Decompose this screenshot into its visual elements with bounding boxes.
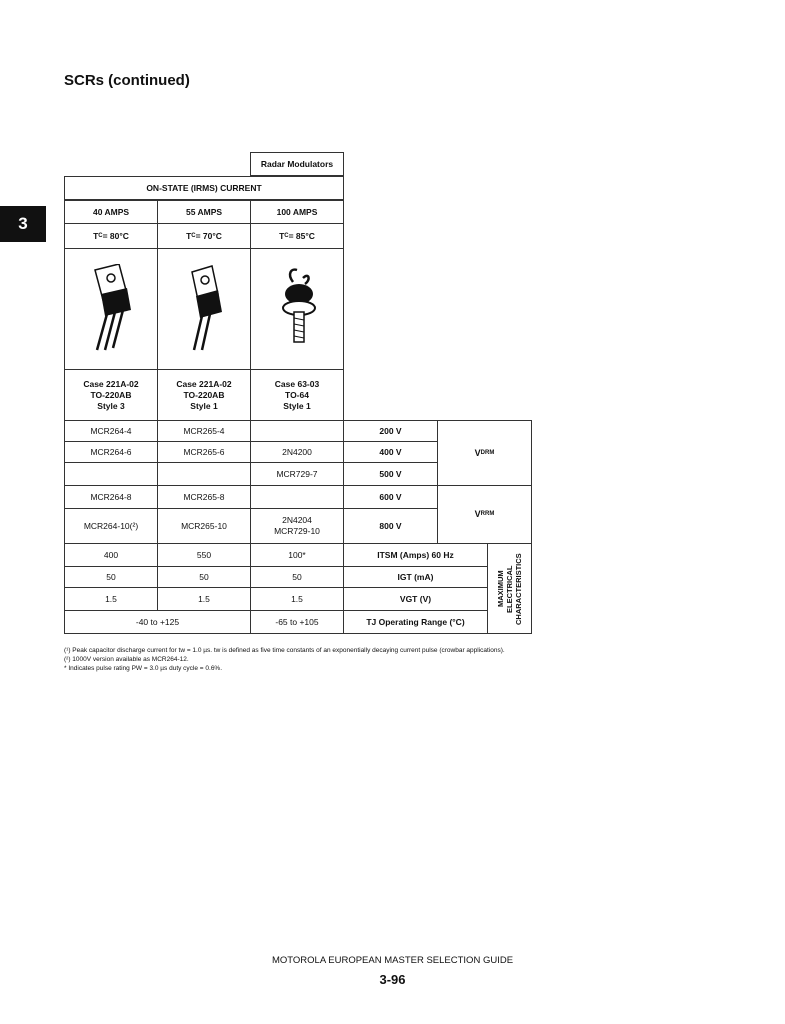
- tc-col2: T C = 70°C: [157, 223, 251, 249]
- page-number: 3-96: [379, 972, 406, 987]
- tj-range-value: -65 to +105: [250, 610, 344, 634]
- part-number-pair: 2N4204 MCR729-10: [250, 508, 344, 544]
- part-number: MCR264-6: [64, 441, 158, 463]
- vgt-value: 1.5: [157, 587, 251, 611]
- case-info-col1: Case 221A-02 TO-220AB Style 3: [64, 369, 158, 421]
- footnotes: [64, 646, 505, 673]
- part-number: MCR265-8: [157, 485, 251, 509]
- vgt-value: 1.5: [250, 587, 344, 611]
- vgt-label: VGT (V): [343, 587, 488, 611]
- part-number: MCR264-4: [64, 420, 158, 442]
- to220-package-image-1: [81, 264, 141, 354]
- vdrm-label: V DRM: [437, 420, 532, 486]
- igt-value: 50: [250, 566, 344, 588]
- voltage-rating: 500 V: [343, 462, 438, 486]
- igt-value: 50: [64, 566, 158, 588]
- voltage-rating: 800 V: [343, 508, 438, 544]
- footnote: * Indicates pulse rating PW = 3.0 µs duty cycle = 0.6%.: [64, 665, 223, 672]
- voltage-rating: 400 V: [343, 441, 438, 463]
- itsm-value: 100*: [250, 543, 344, 567]
- max-characteristics-label: MAXIMUM ELECTRICAL CHARACTERISTICS: [495, 552, 523, 625]
- to220-package-image-2: [174, 264, 234, 354]
- part-number: [250, 420, 344, 442]
- package-image-cell-3: [250, 248, 344, 370]
- amps-100-header: 100 AMPS: [250, 200, 344, 224]
- amps-55-header: 55 AMPS: [157, 200, 251, 224]
- igt-label: IGT (mA): [343, 566, 488, 588]
- itsm-value: 550: [157, 543, 251, 567]
- package-image-cell-1: [64, 248, 158, 370]
- igt-value: 50: [157, 566, 251, 588]
- part-number: MCR264-8: [64, 485, 158, 509]
- to64-stud-package-image: [267, 264, 327, 354]
- part-number: [157, 462, 251, 486]
- voltage-rating: 200 V: [343, 420, 438, 442]
- part-number: MCR265-4: [157, 420, 251, 442]
- vgt-value: 1.5: [64, 587, 158, 611]
- case-info-col3: Case 63-03 TO-64 Style 1: [250, 369, 344, 421]
- voltage-rating: 600 V: [343, 485, 438, 509]
- itsm-label: ITSM (Amps) 60 Hz: [343, 543, 488, 567]
- part-number: MCR265-10: [157, 508, 251, 544]
- case-info-col2: Case 221A-02 TO-220AB Style 1: [157, 369, 251, 421]
- onstate-current-header: ON-STATE (IRMS) CURRENT: [64, 176, 344, 200]
- radar-modulators-header: Radar Modulators: [250, 152, 344, 176]
- footnote: (²) 1000V version available as MCR264-12.: [64, 656, 189, 663]
- package-image-cell-2: [157, 248, 251, 370]
- footer-guide-title: MOTOROLA EUROPEAN MASTER SELECTION GUIDE: [271, 955, 514, 966]
- tj-range-label: TJ Operating Range (°C): [343, 610, 488, 634]
- page-title: SCRs (continued): [64, 72, 190, 89]
- footnote: (¹) Peak capacitor discharge current for tw = 1.0 µs. tw is defined as five time constants of an exponentially decaying current pulse (crowbar applications).: [64, 647, 505, 654]
- vrrm-label: V RRM: [437, 485, 532, 544]
- itsm-value: 400: [64, 543, 158, 567]
- part-number: 2N4200: [250, 441, 344, 463]
- tc-col3: T C = 85°C: [250, 223, 344, 249]
- part-number: MCR265-6: [157, 441, 251, 463]
- part-number: MCR729-7: [250, 462, 344, 486]
- tj-range-value: -40 to +125: [64, 610, 251, 634]
- amps-40-header: 40 AMPS: [64, 200, 158, 224]
- part-number: [250, 485, 344, 509]
- max-characteristics-label-cell: [487, 543, 532, 634]
- section-tab-marker: 3: [0, 206, 46, 242]
- tc-col1: T C = 80°C: [64, 223, 158, 249]
- part-number: [64, 462, 158, 486]
- part-number: MCR264-10(²): [64, 508, 158, 544]
